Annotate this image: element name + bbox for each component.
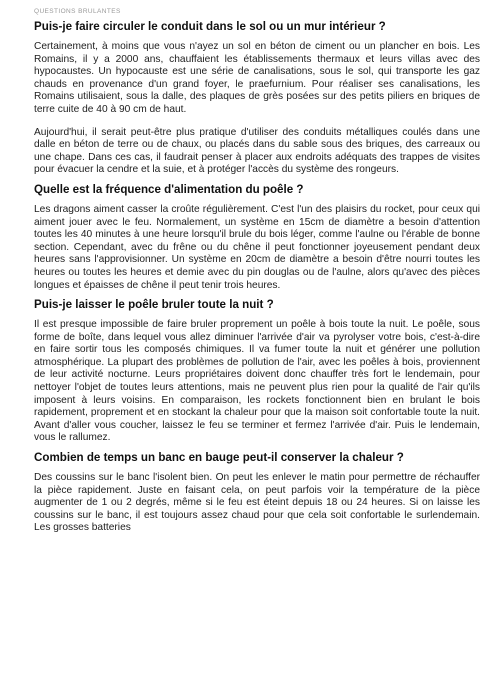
paragraph: Il est presque impossible de faire bruler proprement un poêle à bois toute la nuit. Le poêle, sous forme de boîte, dans lequel vous allez diminuer l'arrivée d'air va pyrolyser votre bois, c'est-à-dire en faire sortir tous les composés chimiques. Il va fumer toute la nuit et générer une pollution atmosphérique. La plupart des problèmes de pollution de l'air, avec les poêles à bois, proviennent de leur activité nocturne. Leurs propriétaires doivent donc chauffer très fort le lendemain, pour nettoyer l'objet de toutes leurs attentions, mais ne peuvent plus rien pour la qualité de l'air qu'ils imposent à leurs voisins. En comparaison, les rockets fonctionnent bien en brulant le bois rapidement, proprement et en stockant la chaleur pour que la maison soit confortable toute la nuit. Avant d'aller vous coucher, laissez le feu se terminer et fermez l'arrivée d'air. Puis le lendemain, vous le rallumez. — [34, 319, 480, 444]
section-conduit — [34, 20, 480, 177]
section-banc — [34, 451, 480, 535]
section-title: Combien de temps un banc en bauge peut-il conserver la chaleur ? — [34, 451, 404, 465]
paragraph: Des coussins sur le banc l'isolent bien. On peut les enlever le matin pour permettre de réchauffer la pièce rapidement. Juste en faisant cela, on peut parfois voir la température de la pièce augmenter de 1 ou 2 degrés, même si le feu est éteint depuis 18 ou 24 heures. Si on laisse les coussins sur le banc, il est toujours assez chaud pour que cela soit confortable le surlendemain. Les grosses batteries — [34, 472, 480, 534]
paragraph: Aujourd'hui, il serait peut-être plus pratique d'utiliser des conduits métalliques coulés dans une dalle en béton de terre ou de chaux, ou placés dans du sable sous des briques, des carreaux ou une chape. Dans ces cas, il faudrait penser à placer aux endroits adéquats des trappes de visites pour évacuer la cendre et la suie, et à protéger l'accès du système des rongeurs. — [34, 126, 480, 176]
paragraph: Les dragons aiment casser la croûte régulièrement. C'est l'un des plaisirs du rocket, pour ceux qui aiment jouer avec le feu. Normalement, un système en 15cm de diamètre a besoin d'attention toutes les 40 minutes à une heure lorsqu'il brule du bois léger, comme l'aulne ou l'érable de bonne section. Cependant, avec du frêne ou du chêne il peut fonctionner joyeusement pendant deux heures sans l'approvisionner. Un système en 20cm de diamètre a besoin d'être nourri toutes les heures ou toutes les heures et demie avec du pin douglas ou de l'aulne, alors qu'avec des pièces longues et épaisses de chêne il peut tenir trois heures. — [34, 203, 480, 291]
running-header: QUESTIONS BRULANTES — [34, 8, 121, 15]
section-title: Puis-je faire circuler le conduit dans le sol ou un mur intérieur ? — [34, 20, 386, 33]
section-title: Quelle est la fréquence d'alimentation du poêle ? — [34, 182, 304, 196]
section-nuit — [34, 298, 480, 445]
section-frequence — [34, 183, 480, 292]
section-title: Puis-je laisser le poêle bruler toute la nuit ? — [34, 298, 274, 312]
paragraph: Certainement, à moins que vous n'ayez un sol en béton de ciment ou un plancher en bois. Les Romains, il y a 2000 ans, chauffaient les établissements thermaux et leurs villas avec des hypocaustes. Un hypocauste est une série de canalisations, sous le sol, qui transporte les gaz chauds en provenance d'un grand foyer, le praefurnium. Pour réaliser ses canalisations, les Romains utilisaient, sous la dalle, des plaques de grès posées sur des petits piliers en briques de terre cuite de 40 à 90 cm de haut. — [34, 41, 480, 115]
